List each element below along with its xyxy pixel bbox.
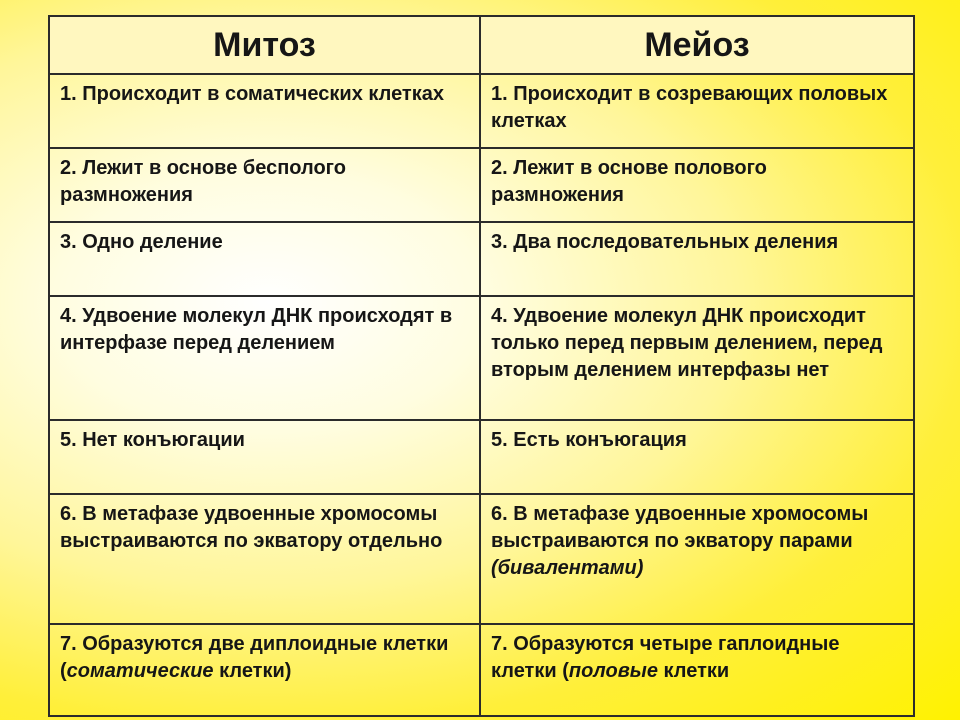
table-row — [49, 420, 914, 494]
mitosis-cell — [49, 296, 480, 420]
cell-text: 5. Есть конъюгация — [491, 429, 687, 451]
cell-text: 4. Удвоение молекул ДНК происходит только перед первым делением, перед вторым делением интерфазы нет — [491, 305, 883, 381]
header-mitosis: Митоз — [49, 16, 480, 74]
cell-text: клетки) — [213, 660, 292, 682]
header-row — [49, 16, 914, 74]
table-row — [49, 494, 914, 624]
mitosis-cell — [49, 148, 480, 222]
mitosis-cell — [49, 624, 480, 716]
meiosis-cell — [480, 420, 914, 494]
meiosis-cell — [480, 494, 914, 624]
mitosis-cell — [49, 74, 480, 148]
table-row — [49, 624, 914, 716]
cell-text: 5. Нет конъюгации — [60, 429, 245, 451]
cell-text: 6. В метафазе удвоенные хромосомы выстраиваются по экватору парами — [491, 503, 869, 552]
meiosis-cell — [480, 148, 914, 222]
meiosis-cell — [480, 222, 914, 296]
cell-text: 2. Лежит в основе полового размножения — [491, 157, 767, 206]
cell-text: 7. Образуются четыре гаплоидные клетки ( — [491, 633, 840, 682]
cell-text: 6. В метафазе удвоенные хромосомы выстраиваются по экватору отдельно — [60, 503, 443, 552]
table-row — [49, 222, 914, 296]
cell-text: 3. Два последовательных деления — [491, 231, 839, 253]
mitosis-cell — [49, 420, 480, 494]
mitosis-cell — [49, 494, 480, 624]
meiosis-cell — [480, 74, 914, 148]
cell-text: 1. Происходит в соматических клетках — [60, 83, 444, 105]
cell-text-italic: соматические — [66, 660, 214, 682]
meiosis-cell — [480, 296, 914, 420]
table-row — [49, 148, 914, 222]
header-meiosis: Мейоз — [480, 16, 914, 74]
meiosis-cell — [480, 624, 914, 716]
cell-text-italic: (бивалентами) — [491, 557, 644, 579]
cell-text: 3. Одно деление — [60, 231, 223, 253]
cell-text: 1. Происходит в созревающих половых клетках — [491, 83, 888, 132]
cell-text: клетки — [658, 660, 730, 682]
mitosis-cell — [49, 222, 480, 296]
cell-text: 7. Образуются две диплоидные клетки ( — [60, 633, 449, 682]
comparison-table — [48, 15, 915, 717]
cell-text-italic: половые — [568, 660, 658, 682]
table-row — [49, 296, 914, 420]
table-row — [49, 74, 914, 148]
cell-text: 2. Лежит в основе бесполого размножения — [60, 157, 346, 206]
cell-text: 4. Удвоение молекул ДНК происходят в интерфазе перед делением — [60, 305, 453, 354]
